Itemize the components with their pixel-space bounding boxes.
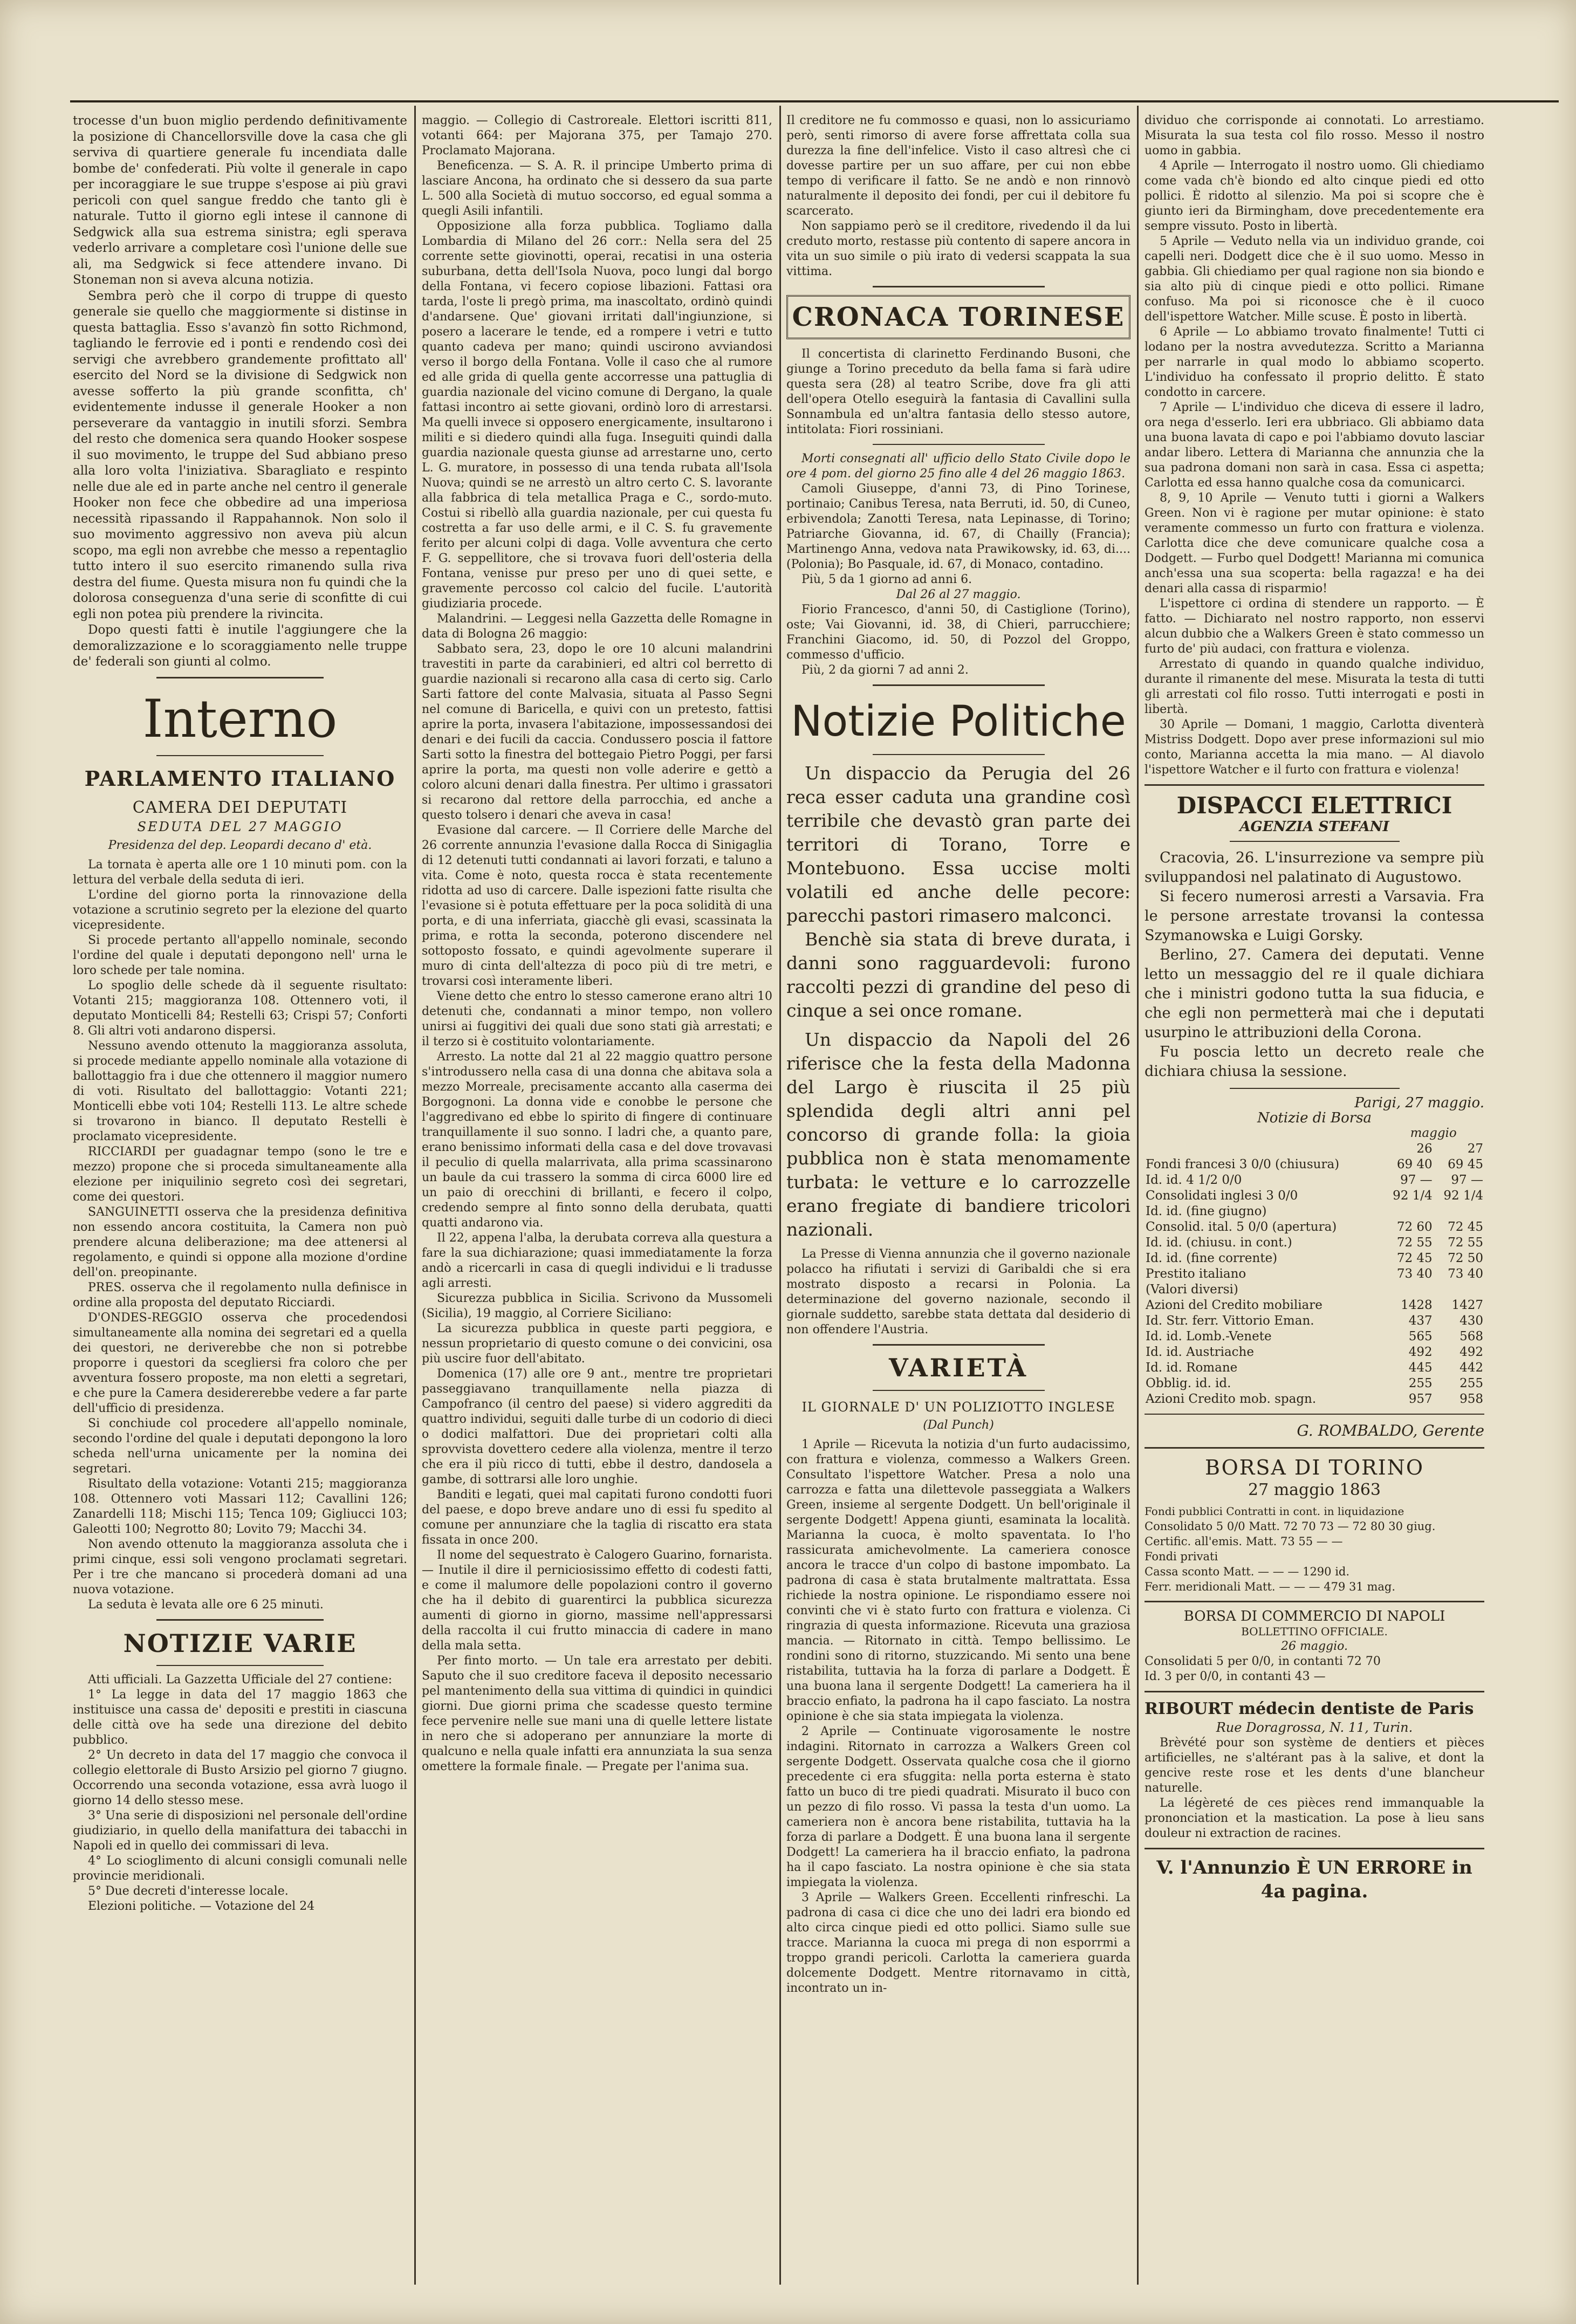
section-title-napoli: BORSA DI COMMERCIO DI NAPOLI — [1183, 1608, 1445, 1624]
article-text: 5 Aprile — Veduto nella via un individuo grande, coi capelli neri. Dodgett dice che è il suo uomo. Messo in gabbia. Gli chiediamo per qual ragione non sia biondo e sia alto più di cinque piedi e otto pollici. Rimane confuso. Ma poi si riconosce che è il cuoco dell'ispettore Watcher. Mille scuse. È posto in libertà. — [1145, 235, 1484, 324]
table-cell: maggio — [1410, 1126, 1457, 1140]
article-text: Più, 2 da giorni 7 ad anni 2. — [801, 663, 969, 677]
ad-text: Brèvété pour son système de dentiers et pièces artificielles, ne s'altérant pas à la salive, et dont la gencive reste rose et les dents d'une blancheur naturelle. — [1145, 1736, 1484, 1795]
napoli-subheading: BOLLETTINO OFFICIALE. — [1241, 1625, 1388, 1638]
table-row: Consolidato 5 0/0 Matt. 72 70 73 — 72 80 30 giug. — [1145, 1520, 1436, 1533]
section-title-varieta: VARIETÀ — [888, 1353, 1029, 1382]
article-text: 5° Due decreti d'interesse locale. — [88, 1884, 289, 1898]
table-row: Ferr. meridionali Matt. — — — 479 31 mag. — [1145, 1580, 1396, 1593]
article-text: Il concertista di clarinetto Ferdinando Busoni, che giunge a Torino preceduto da bella fama si farà udire questa sera (28) al teatro Scribe, dove fra gli atti dell'opera Otello eseguirà la fantasia di Cavallini sulla Sonnambula ed un'altra fantasia dello stesso autore, intitolata: Fiori rossiniani. — [786, 347, 1130, 436]
napoli-date: 26 maggio. — [1280, 1640, 1348, 1653]
table-cell: 565 — [1408, 1329, 1433, 1343]
table-cell: 73 40 — [1448, 1267, 1483, 1281]
article-text: 4 Aprile — Interrogato il nostro uomo. Gli chiediamo come vada ch'è biondo ed alto cinque piedi ed otto pollici. È ridotto al silenzio. Ma poi si scopre che è giunto ieri da Birmingham, dove precedentemente era sempre vissuto. Posto in libertà. — [1145, 159, 1484, 233]
table-cell: Fondi francesi 3 0/0 (chiusura) — [1146, 1157, 1340, 1171]
section-title-parlamento: PARLAMENTO ITALIANO — [84, 766, 396, 791]
table-cell: 72 50 — [1448, 1251, 1483, 1265]
article-text: Evasione dal carcere. — Il Corriere delle Marche del 26 corrente annunzia l'evasione dalla Rocca di Sinigaglia di 12 detenuti tutti condannati ai lavori forzati, e taluno a vita. Come è noto, questa rocca è stata recentemente ridotta ad uso di carcere. Dalle ispezioni fatte risulta che l'evasione si è potuta effettuare per la poca solidità di una porta, e di una inferriata, giacchè gli evasi, scassinata la prima, e rotta la seconda, poterono discendere nel sottoposto fossato, e quindi agevolmente superare il muro di cinta dell'altezza di poco più di tre metri, e trovarsi così interamente liberi. — [422, 824, 772, 988]
table-row — [1145, 1141, 1484, 1157]
article-text: 1° La legge in data del 17 maggio 1863 che instituisce una cassa de' depositi e prestiti in ciascuna delle città ove ha sede una direzione del debito pubblico. — [73, 1688, 407, 1747]
article-text: 2° Un decreto in data del 17 maggio che convoca il collegio elettorale di Busto Arsizio pel giorno 7 giugno. Occorrendo una seconda votazione, essa avrà luogo il giorno 14 dello stesso mese. — [73, 1748, 407, 1807]
table-cell: 958 — [1459, 1392, 1483, 1406]
article-text: Si fecero numerosi arresti a Varsavia. Fra le persone arrestate trovansi la contessa Szymanowska e Luigi Gorsky. — [1145, 888, 1484, 944]
article-text: Per finto morto. — Un tale era arrestato per debiti. Saputo che il suo creditore faceva il deposito necessario pel mantenimento della sua vittima di quindici in quindici giorni. Due giorni prima che scadesse questo termine fece pervenire nelle sue mani una di quelle lettere listate in nero che si adoperano per annunziare la morte di qualcuno e nella quale infatti era annunziata la sua senza omettere la formale finale. — Pregate per l'anima sua. — [422, 1654, 772, 1773]
article-text: Dopo questi fatti è inutile l'aggiungere che la demoralizzazione e lo scoraggiamento nelle truppe de' federali son giunti al colmo. — [73, 623, 407, 669]
table-cell: 255 — [1408, 1376, 1433, 1390]
table-row: Certific. all'emis. Matt. 73 55 — — — [1145, 1535, 1343, 1548]
article-text: Berlino, 27. Camera dei deputati. Venne letto un messaggio del re il quale dichiara che i ministri godono tutta la sua fiducia, e che egli non permetterà mai che i deputati usurpino le attribuzioni della Corona. — [1145, 947, 1484, 1041]
article-text: Si procede pertanto all'appello nominale, secondo l'ordine del quale i deputati depongono nell' urna le loro schede per tale nomina. — [73, 933, 407, 977]
table-cell: 27 — [1467, 1142, 1483, 1156]
table-cell: (Valori diversi) — [1146, 1283, 1238, 1297]
divider — [1145, 1447, 1484, 1449]
table-row — [1145, 1282, 1484, 1298]
borsa-table — [1145, 1126, 1484, 1407]
table-row — [1145, 1298, 1484, 1313]
article-text: Fu poscia letto un decreto reale che dichiara chiusa la sessione. — [1145, 1044, 1484, 1080]
table-cell: 957 — [1408, 1392, 1433, 1406]
table-cell: 568 — [1459, 1329, 1483, 1343]
table-cell: 492 — [1408, 1345, 1433, 1359]
table-cell: Id. id. (chiusu. in cont.) — [1146, 1236, 1292, 1250]
divider — [873, 286, 1045, 287]
article-text: Atti ufficiali. La Gazzetta Ufficiale del 27 contiene: — [88, 1672, 393, 1687]
divider — [873, 1344, 1045, 1346]
column-separator — [779, 106, 781, 2285]
column-4 — [1145, 113, 1484, 2292]
table-row — [1145, 1173, 1484, 1188]
presidenza-line: Presidenza del dep. Leopardi decano d' età. — [108, 838, 372, 852]
borsa-torino-date: 27 maggio 1863 — [1248, 1480, 1381, 1499]
table-cell: 255 — [1459, 1376, 1483, 1390]
ad-address: Rue Doragrossa, N. 11, Turin. — [1216, 1720, 1413, 1735]
table-cell: 72 45 — [1448, 1220, 1483, 1234]
divider — [1230, 841, 1400, 842]
article-text: 6 Aprile — Lo abbiamo trovato finalmente! Tutti ci lodano per la nostra avvedutezza. Scritto a Marianna per narrarle in qual modo lo abbiamo scoperto. L'individuo ha confessato il proprio delitto. È stato condotto in carcere. — [1145, 325, 1484, 399]
article-text: Sabbato sera, 23, dopo le ore 10 alcuni malandrini travestiti in parte da carabinieri, ed altri col berretto di guardie nazionali si recarono alla casa di certo sig. Carlo Sarti fattore del conte Malvasia, situata al Passo Segni nel comune di Baricella, e quivi con un pretesto, fattisi aprire la porta, invasera l'abitazione, impossessandosi dei denari e dei fucili da caccia. Condussero poscia il fattore Sarti sotto la finestra del bottegaio Pietro Poggi, per farsi aprire la porta, ma questi non volle aderire e gettò a coloro alcuni denari dalla finestra. Per ultimo i grassatori si recarono dal rettore della parrocchia, ed anche a questo tolsero i denari che aveva in casa! — [422, 642, 772, 822]
article-text: L'ordine del giorno porta la rinnovazione della votazione a scrutinio segreto per la elezione del quarto vicepresidente. — [73, 888, 407, 932]
article-text: Arrestato di quando in quando qualche individuo, durante il rimanente del mese. Misurata la testa di tutti gli arrestati col filo rosso. Tutti interrogati e posti in libertà. — [1145, 657, 1484, 716]
table-row — [1145, 1188, 1484, 1204]
divider — [1145, 1414, 1484, 1415]
table-cell: Id. Str. ferr. Vittorio Eman. — [1146, 1314, 1314, 1328]
table-row — [1145, 1329, 1484, 1345]
article-text: Viene detto che entro lo stesso camerone erano altri 10 detenuti che, condannati a minor tempo, non vollero unirsi ai fuggitivi dei quali due sono stati già arrestati; e il terzo si è costituito volontariamente. — [422, 990, 772, 1048]
divider — [873, 1390, 1045, 1391]
article-text: Opposizione alla forza pubblica. Togliamo dalla Lombardia di Milano del 26 corr.: Nella sera del 25 corrente sette giovinotti, operai, recatisi in una osteria suburbana, detta dell'Isola Nuova, poco lungi dal borgo della Fontana, vi fecero copiose libazioni. Fattasi ora tarda, l'oste li pregò prima, ma inascoltato, ordinò quindi d'andarsene. Que' giovani irritati dall'ingiunzione, si posero a lacerare le tende, ed a rompere i vetri e tutto quanto cadeva per mano; quindi uscirono avviandosi verso il borgo della Fontana. Volle il caso che al rumore ed alle grida di quella gente accorresse una pattuglia di guardia nazionale del vicino comune di Dergano, la quale fattasi incontro ai sette giovani, ordinò loro di arrestarsi. Ma quelli invece si opposero energicamente, insultarono i militi e si diedero quindi alla fuga. Inseguiti quindi dalla guardia nazionale questa giunse ad arrestarne uno, certo L. G. muratore, in possesso di una tenda rubata all'Isola Nuova; quindi se ne arrestò un altro certo C. S. lavorante alla fabbrica di tela metallica Praga e C., sordo-muto. Costui si ribellò alla guardia nazionale, per cui questa fu costretta a far uso delle armi, e il C. S. fu gravemente ferito per alcuni colpi di daga. Volle avventura che certo F. G. seppellitore, che si trovava fuori dell'osteria della Fontana, venisse pur preso per uno di quei sette, e gravemente percosso col calcio del fucile. L'autorità giudiziaria procede. — [422, 220, 772, 611]
table-cell: Consolidati inglesi 3 0/0 — [1146, 1189, 1298, 1203]
table-row — [1145, 1204, 1484, 1219]
divider — [873, 444, 1045, 445]
table-cell: Obblig. id. id. — [1146, 1376, 1231, 1390]
article-text: Domenica (17) alle ore 9 ant., mentre tre proprietari passeggiavano tranquillamente nella piazza di Campofranco (il centro del paese) si videro aggrediti da quattro individui, seguiti dalle turbe di un codorio di dieci o dodici malfattori. Due dei proprietari colti alla sprovvista dovettero cedere alla violenza, mentre il terzo che era il più ricco di tutti, ebbe il destro, dandosela a gambe, di sottrarsi alle loro unghie. — [422, 1367, 772, 1486]
article-text: Malandrini. — Leggesi nella Gazzetta delle Romagne in data di Bologna 26 maggio: — [422, 612, 772, 641]
section-title-interno: Interno — [142, 688, 338, 749]
seduta-heading: SEDUTA DEL 27 MAGGIO — [137, 819, 343, 834]
table-cell: Id. id. (fine corrente) — [1146, 1251, 1278, 1265]
table-cell: Prestito italiano — [1146, 1267, 1246, 1281]
table-cell — [1434, 1282, 1484, 1298]
article-text: La Presse di Vienna annunzia che il governo nazionale polacco ha rifiutati i servizi di Garibaldi che si era mostrato disposto a recarsi in Polonia. La determinazione del governo nazionale, secondo il giornale suddetto, sarebbe stata dettata dal desiderio di non offendere l'Austria. — [786, 1247, 1130, 1336]
table-cell: Id. id. Lomb.-Venete — [1146, 1329, 1272, 1343]
article-text: Nessuno avendo ottenuto la maggioranza assoluta, si procede mediante appello nominale alla votazione di ballottaggio fra i due che ottennero il maggior numero di voti. Risultato del ballottaggio: Votanti 221; Monticelli ebbe voti 104; Restelli 113. Le altre schede si trovarono in bianco. Il deputato Restelli è proclamato vicepresidente. — [73, 1039, 407, 1143]
story-title: IL GIORNALE D' UN POLIZIOTTO INGLESE — [801, 1400, 1115, 1415]
footer-notice: V. l'Annunzio È UN ERRORE in 4a pagina. — [1156, 1857, 1472, 1902]
table-cell: 72 45 — [1396, 1251, 1433, 1265]
section-title-cronaca: CRONACA TORINESE — [786, 295, 1130, 339]
article-text: La tornata è aperta alle ore 1 10 minuti pom. con la lettura del verbale della seduta di ieri. — [73, 858, 407, 887]
column-separator — [414, 106, 416, 2285]
divider — [873, 684, 1045, 686]
article-text: La seduta è levata alle ore 6 25 minuti. — [88, 1598, 324, 1612]
table-cell: 92 1/4 — [1393, 1189, 1433, 1203]
top-rule — [70, 100, 1559, 102]
table-cell — [1382, 1282, 1433, 1298]
table-cell: 72 60 — [1396, 1220, 1433, 1234]
table-cell: 430 — [1459, 1314, 1483, 1328]
article-text: Lo spoglio delle schede dà il seguente risultato: Votanti 215; maggioranza 108. Ottennero voti, il deputato Monticelli 84; Restelli 63; Crispi 57; Conforti 8. Gli altri voti andarono dispersi. — [73, 978, 407, 1038]
table-cell: 1427 — [1451, 1298, 1483, 1312]
table-row — [1145, 1157, 1484, 1173]
article-text: Sicurezza pubblica in Sicilia. Scrivono da Mussomeli (Sicilia), 19 maggio, al Corriere Siciliano: — [422, 1292, 772, 1320]
article-text: dividuo che corrisponde ai connotati. Lo arrestiamo. Misurata la sua testa col filo rosso. Messo il nostro uomo in gabbia. — [1145, 114, 1484, 157]
table-row — [1145, 1360, 1484, 1376]
article-text: Il 22, appena l'alba, la derubata correva alla questura a fare la sua dichiarazione; quasi immediatamente la forza andò a ricercarli in casa di quegli individui e li tradusse agli arresti. — [422, 1231, 772, 1290]
camera-heading: CAMERA DEI DEPUTATI — [132, 798, 348, 817]
divider — [156, 755, 324, 756]
ad-title: RIBOURT médecin dentiste de Paris — [1145, 1699, 1474, 1718]
borsa-torino-rows — [1145, 1519, 1484, 1594]
table-cell: 69 45 — [1448, 1157, 1483, 1171]
article-text: 8, 9, 10 Aprile — Venuto tutti i giorni a Walkers Green. Non vi è ragione per mutar opinione: è stato veramente commesso un furto con frattura e violenza. Carlotta dice che deve comunicare qualche cosa a Dodgett. — Furbo quel Dodgett! Marianna mi comunica anch'essa una sua scoperta: bella ragazza! e ha dei denari alla cassa di risparmio! — [1145, 491, 1484, 595]
divider — [1145, 1848, 1484, 1849]
table-row: Fondi privati — [1145, 1550, 1218, 1563]
article-text: Cracovia, 26. L'insurrezione va sempre più sviluppandosi nel palatinato di Augustowo. — [1145, 849, 1484, 886]
table-row — [1145, 1266, 1484, 1282]
napoli-row: Id. 3 per 0/0, in contanti 43 — — [1145, 1670, 1326, 1683]
borsa-city-date: Parigi, 27 maggio. — [1354, 1095, 1484, 1111]
column-separator — [1137, 106, 1139, 2285]
article-text: Risultato della votazione: Votanti 215; maggioranza 108. Ottennero voti Massari 112; Cavallini 126; Zanardelli 118; Mischi 115; Tenca 109; Gigliucci 103; Galeotti 100; Negrotto 80; Lovito 79; Macchi 34. — [73, 1477, 407, 1536]
table-cell: Id. id. Romane — [1146, 1361, 1238, 1375]
article-text: Camoli Giuseppe, d'anni 73, di Pino Torinese, portinaio; Canibus Teresa, nata Berruti, id. 50, di Cuneo, erbivendola; Zanotti Teresa, nata Lepinasse, di Torino; Patriarche Giovanna, id. 67, di Chailly (Francia); Martinengo Anna, vedova nata Prawikowsky, id. 63, di.... (Polonia); Bo Pasquale, id. 67, di Monaco, contadino. — [786, 482, 1130, 571]
table-row — [1145, 1391, 1484, 1407]
morti-heading: Morti consegnati all' ufficio dello Stato Civile dopo le ore 4 pom. del giorno 25 fino alle 4 del 26 maggio 1863. — [786, 452, 1130, 481]
article-text: La sicurezza pubblica in queste parti peggiora, e nessun proprietario di questo comune o dei convicini, osa più uscire fuor dell'abitato. — [422, 1322, 772, 1366]
section-title-borsa-torino: BORSA DI TORINO — [1204, 1456, 1424, 1479]
divider — [1145, 784, 1484, 786]
article-text: Il nome del sequestrato è Calogero Guarino, fornarista. — Inutile il dire il perniciosissimo effetto di codesti fatti, e come il malumore delle popolazioni contro il governo che ha il debito di guarentirci la pubblica sicurezza aumenti di giorno in giorno, massime nell'appressarsi della raccolta il cui frutto minaccia di cadere in mano della mala setta. — [422, 1548, 772, 1653]
table-cell: 92 1/4 — [1443, 1189, 1483, 1203]
table-cell — [1382, 1204, 1433, 1219]
table-cell — [1434, 1204, 1484, 1219]
table-cell: 69 40 — [1396, 1157, 1433, 1171]
article-text: 2 Aprile — Continuate vigorosamente le nostre indagini. Ritornato in carrozza a Walkers Green col sergente Dodgett. Osservata qualche cosa che il giorno precedente ci era sfuggita: nella porta esterna è stato fatto un buco di tre piedi quadrati. Misurato il buco con un pezzo di filo rosso. Vi passa la testa d'un uomo. La cameriera non è ancora bene ristabilita, tuttavia ha la forza di parlare a Dodgett. È una buona lana il sergente Dodgett! La cameriera ha il braccio enfiato, la padrona ha il capo fasciato. La nostra opinione è che sia stata impiegata la violenza. — [786, 1725, 1130, 1889]
article-text: 30 Aprile — Domani, 1 maggio, Carlotta diventerà Mistriss Dodgett. Dopo aver prese informazioni sul mio conto, Marianna accetta la mia mano. — Al diavolo l'ispettore Watcher e il furto con frattura e violenza! — [1145, 718, 1484, 777]
table-row — [1145, 1345, 1484, 1360]
table-cell: 437 — [1408, 1314, 1433, 1328]
table-cell: 72 55 — [1448, 1236, 1483, 1250]
article-text: Un dispaccio da Perugia del 26 reca esser caduta una grandine così terribile che devastò gran parte dei territori di Torano, Torre e Montebuono. Essa uccise molti volatili ed anche delle pecore: parecchi pastori rimasero malconci. — [786, 763, 1130, 926]
article-text: RICCIARDI per guadagnar tempo (sono le tre e mezzo) propone che si proceda simultaneamente alla elezione per iniquilinio segreto così dei segretari, come dei questori. — [73, 1144, 407, 1204]
table-cell: 72 55 — [1396, 1236, 1433, 1250]
date-subheading: Dal 26 al 27 maggio. — [896, 588, 1021, 601]
ad-text: La légèreté de ces pièces rend immanquable la prononciation et la mastication. La pose à lieu sans douleur ni extraction de racines. — [1145, 1797, 1484, 1840]
article-text: Banditi e legati, quei mal capitati furono condotti fuori del paese, e dopo breve andare uno di essi fu spedito al comune per annunziare che la taglia di riscatto era stata fissata in once 200. — [422, 1488, 772, 1547]
divider — [156, 1665, 324, 1666]
article-text: SANGUINETTI osserva che la presidenza definitiva non essendo ancora costituita, la Camera non può prendere alcuna deliberazione; ma dee attenersi al regolamento, e quindi si oppone alla mozione d'ordine dell'on. preopinante. — [73, 1205, 407, 1279]
borsa-heading: Notizie di Borsa — [1257, 1110, 1372, 1126]
table-cell: 97 — — [1400, 1173, 1433, 1187]
divider — [873, 754, 1045, 755]
article-text: maggio. — Collegio di Castroreale. Elettori iscritti 811, votanti 664: per Majorana 375, per Tamajo 270. Proclamato Majorana. — [422, 114, 772, 157]
table-row — [1145, 1219, 1484, 1235]
table-cell: Id. id. (fine giugno) — [1146, 1204, 1267, 1218]
divider — [156, 677, 324, 678]
article-text: L'ispettore ci ordina di stendere un rapporto. — È fatto. — Dichiarato nel nostro rapporto, non esservi alcun dubbio che a Walkers Green è stato commesso un furto de' più audaci, con frattura e violenza. — [1145, 597, 1484, 656]
table-cell: 442 — [1459, 1361, 1483, 1375]
article-text: Arresto. La notte dal 21 al 22 maggio quattro persone s'introdussero nella casa di una donna che abitava sola a mezzo Morreale, precisamente accanto alla caserma dei Borgognoni. La donna vide e conobbe le persone che l'aggredivano ed ebbe lo spirito di fingere di continuare tranquillamente il suo sonno. I ladri che, a quanto pare, erano benissimo informati della casa e del dove trovavasi il peculio di quella malarrivata, alla prima scassinarono un baule da cui trassero la somma di circa 6000 lire ed un paio di orecchini di brillanti, e fecero il colpo, credendo sempre al finto sonno della derubata, quatti quatti andarono via. — [422, 1050, 772, 1230]
article-text: Si conchiude col procedere all'appello nominale, secondo l'ordine del quale i deputati depongono la loro scheda nell'urna unicamente per la nomina dei segretari. — [73, 1416, 407, 1476]
column-2 — [422, 113, 772, 2292]
column-3 — [786, 113, 1130, 2292]
article-text: Beneficenza. — S. A. R. il principe Umberto prima di lasciare Ancona, ha ordinato che si dessero da sua parte L. 500 alla Società di mutuo soccorso, ed egual somma a quegli Asili infantili. — [422, 159, 772, 218]
table-row — [1145, 1313, 1484, 1329]
table-cell: 1428 — [1401, 1298, 1433, 1312]
table-row — [1145, 1376, 1484, 1391]
agency-name: AGENZIA STEFANI — [1239, 819, 1389, 835]
napoli-row: Consolidati 5 per 0/0, in contanti 72 70 — [1145, 1655, 1381, 1668]
table-cell: Id. id. Austriache — [1146, 1345, 1254, 1359]
article-text: 1 Aprile — Ricevuta la notizia d'un furto audacissimo, con frattura e violenza, commesso a Walkers Green. Consultato l'ispettore Watcher. Presa a nolo una carrozza e fatta una dilettevole passeggiata a Walkers Green, insieme al sergente Dodgett. Un bell'originale il sergente Dodgett! Appena giunti, esaminata la località. Marianna la cuoca, è molto spaventata. Io l'ho rassicurata amichevolmente. La cameriera conosce ancora le tracce d'un colpo di bastone impombato. La padrona di casa è stata brutalmente maltrattata. Essa richiede la nostra opinione. Le rispondiamo essere noi convinti che vi è stato furto con frattura e violenza. Ci ringrazia di questa informazione. Ricevuta una graziosa mancia. — Ritornato in città. Tempo bellissimo. Le rondini sono di ritorno, stuzzicando. Mi sento una bene ristabilita, tuttavia ha la forza di parlare a Dodgett. È una buona lana il sergente Dodgett! La cameriera ha il braccio enfiato, la padrona ha il capo fasciato. La nostra opinione è che sia stata impiegata la violenza. — [786, 1438, 1130, 1723]
table-cell: 97 — — [1451, 1173, 1483, 1187]
section-title-notizie-varie: NOTIZIE VARIE — [123, 1628, 357, 1658]
article-text: Elezioni politiche. — Votazione del 24 — [88, 1899, 315, 1913]
article-text: PRES. osserva che il regolamento nulla definisce in ordine alla proposta del deputato Ricciardi. — [73, 1280, 407, 1310]
table-cell: 26 — [1416, 1142, 1433, 1156]
article-text: D'ONDES-REGGIO osserva che procedendosi simultaneamente alla nomina dei segretari ed a quella dei questori, ne deriverebbe che non si potrebbe proporre i questori da scegliersi fra coloro che per avventura fossero proposte, ma non eletti a segretari, e che pure la Camera desidererebbe vedere a far parte dell'ufficio di presidenza. — [73, 1311, 407, 1415]
table-cell: Id. id. 4 1/2 0/0 — [1146, 1173, 1242, 1187]
divider — [1230, 1088, 1400, 1089]
article-text: Sembra però che il corpo di truppe di questo generale sie quello che maggiormente si distinse in questa battaglia. Esso s'avanzò fin sotto Richmond, tagliando le ferrovie ed i ponti e rendendo così dei servigi che avrebbero grandemente profittato all' esercito del Nord se la divisione di Sedgwick non avesse sofferto la più grande sconfitta, ch' evidentemente indusse il generale Hooker a non perseverare da vantaggio in inutili sforzi. Sembra del resto che domenica sera quando Hooker sospese il suo movimento, le truppe del Sud abbiano preso alla loro volta l'iniziativa. Sbaragliato e respinto nelle due ale ed in parte anche nel centro il generale Hooker non fece che obbedire ad una imperiosa necessità ripassando il Rappahannok. Non solo il suo movimento aggressivo non aveva più alcun scopo, ma egli non avrebbe che messo a repentaglio tutto intero il suo esercito rimanendo sulla riva destra del fiume. Questa misura non fu quindi che la dolorosa conseguenza d'una serie di sconfitte di cui egli non potea più prendere la rivincita. — [73, 289, 407, 621]
table-cell: 445 — [1408, 1361, 1433, 1375]
table-cell: Consolid. ital. 5 0/0 (apertura) — [1146, 1220, 1337, 1234]
article-text: Non sappiamo però se il creditore, rivedendo il da lui creduto morto, restasse più contento di sapere ancora in vita un suo simile o più irato di vedersi scappata la sua vittima. — [786, 220, 1130, 278]
article-text: 7 Aprile — L'individuo che diceva di essere il ladro, ora nega d'esserlo. Ieri era ubbriaco. Gli abbiamo data una buona lavata di capo e poi l'abbiamo dovuto lasciar andar libero. Lettera di Marianna che annunzia che la sua padrona domani non sarà in casa. Essa ci aspetta; Carlotta ed essa hanno qualche cosa da comunicarci. — [1145, 401, 1484, 490]
divider — [1145, 1601, 1484, 1602]
article-text: Fiorio Francesco, d'anni 50, di Castiglione (Torino), oste; Vai Giovanni, id. 38, di Chieri, parrucchiere; Franchini Giacomo, id. 50, di Pozzol del Groppo, commesso d'ufficio. — [786, 603, 1130, 662]
section-title-dispacci: DISPACCI ELETTRICI — [1176, 792, 1452, 819]
table-row — [1145, 1251, 1484, 1266]
article-text: Un dispaccio da Napoli del 26 riferisce che la festa della Madonna del Largo è riuscita il 25 più splendida degli altri anni pel concorso di grande folla: la gioia pubblica non è stata menomamente turbata: le vetture e lo carrozzelle erano fregiate di bandiere tricolori nazionali. — [786, 1029, 1130, 1240]
article-text: Benchè sia stata di breve durata, i danni sono ragguardevoli: furono raccolti pezzi di grandine del peso di cinque a sei once romane. — [786, 929, 1130, 1021]
table-row — [1145, 1126, 1484, 1141]
table-cell: 73 40 — [1396, 1267, 1433, 1281]
column-1 — [73, 113, 407, 2292]
section-title-notizie-politiche: Notizie Politiche — [791, 697, 1126, 746]
table-cell: Azioni del Credito mobiliare — [1146, 1298, 1323, 1312]
table-cell: 492 — [1459, 1345, 1483, 1359]
article-text: Il creditore ne fu commosso e quasi, non lo assicuriamo però, senti rimorso di avere forse affrettata colla sua durezza la fine dell'infelice. Visto il caso altresì che ci dovesse partire per un suo affare, per cui non ebbe tempo di verificare il fatto. Se ne andò e non rinnovò naturalmente il deposito dei fondi, per cui il debitore fu scarcerato. — [786, 114, 1130, 218]
article-text: trocesse d'un buon miglio perdendo definitivamente la posizione di Chancellorsville dove la casa che gli serviva di quartiere generale fu incendiata dalle bombe de' confederati. Più volte il generale in capo per incoraggiare le sue truppe s'espose ai più gravi pericoli con quel sangue freddo che tanto gli è naturale. Tutto il giorno egli intese il cannone di Sedgwick alla sua estrema sinistra; egli sperava vederlo arrivare a completare così l'unione delle sue ali, ma Sedgwick si fece attendere invano. Di Stoneman non si aveva alcuna notizia. — [73, 114, 407, 287]
gerente-signature: G. ROMBALDO, Gerente — [1297, 1422, 1484, 1439]
divider — [1145, 1691, 1484, 1692]
table-row: Cassa sconto Matt. — — — 1290 id. — [1145, 1565, 1350, 1578]
table-header: Fondi pubblici Contratti in cont. in liquidazione — [1145, 1505, 1404, 1518]
article-text: Più, 5 da 1 giorno ad anni 6. — [801, 573, 972, 586]
article-text: 3° Una serie di disposizioni nel personale dell'ordine giudiziario, in quello della manifattura dei tabacchi in Napoli ed in quello dei commissari di leva. — [73, 1808, 407, 1853]
article-text: 3 Aprile — Walkers Green. Eccellenti rinfreschi. La padrona di casa ci dice che uno dei ladri era biondo ed alto circa cinque piedi ed otto pollici. Siamo sulle sue tracce. Marianna la cuoca mi prega di non esporrmi a troppo grandi pericoli. Carlotta la cameriera guarda dolcemente Dodgett. Mentre ritornavamo in città, incontrato un in- — [786, 1891, 1130, 1995]
table-row — [1145, 1235, 1484, 1251]
article-text: 4° Lo scioglimento di alcuni consigli comunali nelle provincie meridionali. — [73, 1854, 407, 1883]
article-text: Non avendo ottenuto la maggioranza assoluta che i primi cinque, essi soli vengono proclamati segretari. Per i tre che mancano si procederà domani ad una nuova votazione. — [73, 1537, 407, 1596]
table-cell: Azioni Credito mob. spagn. — [1146, 1392, 1317, 1406]
divider — [156, 1619, 324, 1621]
story-source: (Dal Punch) — [923, 1418, 994, 1432]
